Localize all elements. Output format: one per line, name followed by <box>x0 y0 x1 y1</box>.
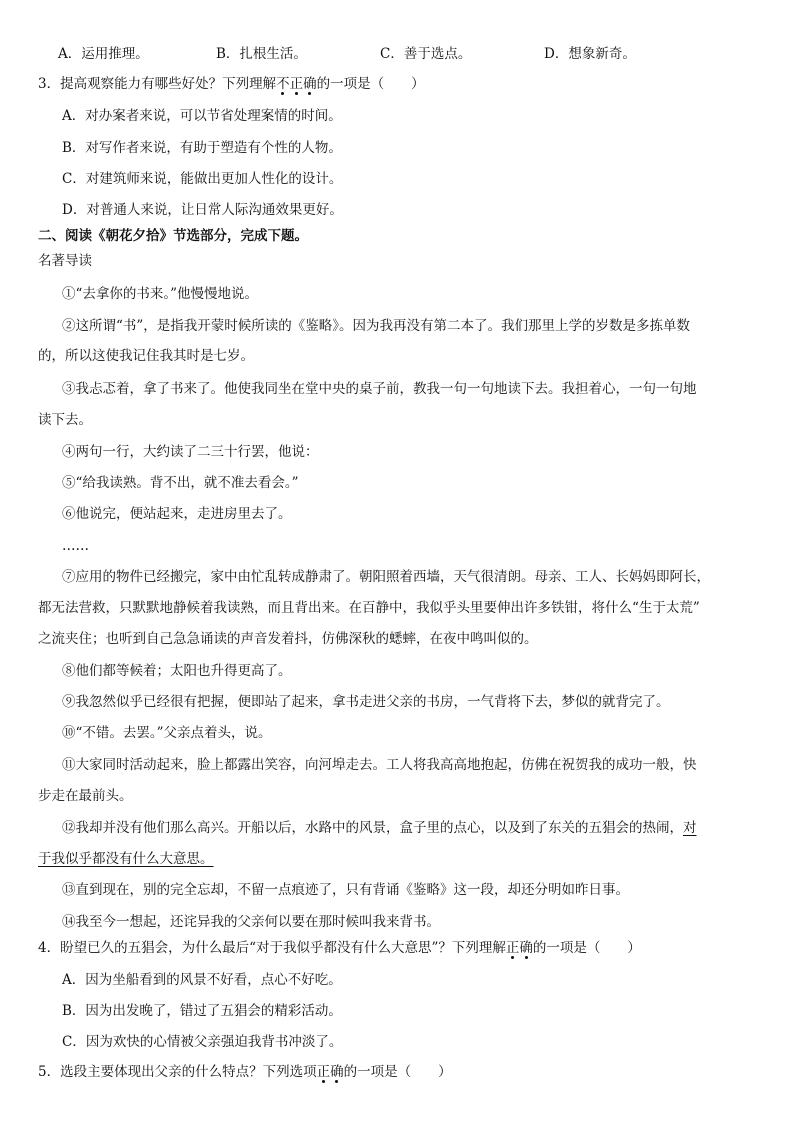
q5-stem-emphasis <box>317 1064 344 1080</box>
q4-stem-emphasis <box>506 940 533 956</box>
q3-option-c[interactable]: C．对建筑师来说，能做出更加人性化的设计。 <box>62 171 343 187</box>
passage-p11-line2: 步走在最前头。 <box>38 788 133 804</box>
passage-p12-text: ⑫我却并没有他们那么高兴。开船以后，水路中的风景，盒子里的点心，以及到了东关的五猖会的热闹， <box>62 820 683 836</box>
passage-p10: ⑩“不错。去罢。”父亲点着头，说。 <box>62 725 272 741</box>
q3-stem-post: 的一项是（ ） <box>316 76 425 92</box>
passage-p9: ⑨我忽然似乎已经很有把握，便即站了起来，拿书走进父亲的书房，一气背将下去，梦似的就背完了。 <box>62 694 670 710</box>
passage-p2-line2: 的，所以这使我记住我其时是七岁。 <box>38 348 254 364</box>
q3-option-b[interactable]: B．对写作者来说，有助于塑造有个性的人物。 <box>62 140 342 156</box>
passage-p12-line2 <box>38 849 754 869</box>
section-heading: 二、阅读《朝花夕拾》节选部分，完成下题。 <box>38 228 308 244</box>
passage-p8: ⑧他们都等候着；太阳也升得更高了。 <box>62 663 292 679</box>
emphasis-char: 确 <box>519 940 533 956</box>
q4-option-c[interactable]: C．因为欢快的心情被父亲强迫我背书冲淡了。 <box>62 1034 343 1050</box>
passage-p7-line1: ⑦应用的物件已经搬完，家中由忙乱转成静肃了。朝阳照着西墙，天气很清朗。母亲、工人、长妈妈即阿长， <box>62 569 710 585</box>
q3-option-d[interactable]: D．对普通人来说，让日常人际沟通效果更好。 <box>62 202 343 218</box>
q2-option-c[interactable]: C．善于选点。 <box>380 46 472 62</box>
q4-option-b[interactable]: B．因为出发晚了，错过了五猖会的精彩活动。 <box>62 1003 342 1019</box>
question-4-stem <box>38 938 754 958</box>
passage-ellipsis: …… <box>62 538 89 554</box>
passage-p7-line2: 都无法营救，只默默地静候着我读熟，而且背出来。在百静中，我似乎头里要伸出许多铁钳，将什么“生于太荒” <box>38 600 700 616</box>
q3-option-a[interactable]: A．对办案者来说，可以节省处理案情的时间。 <box>62 108 342 124</box>
q5-stem-pre: 5．选段主要体现出父亲的什么特点？下列选项 <box>38 1064 317 1080</box>
passage-p4: ④两句一行，大约读了二三十行罢，他说： <box>62 444 319 460</box>
q4-stem-pre: 4．盼望已久的五猖会，为什么最后“对于我似乎都没有什么大意思”？下列理解 <box>38 940 506 956</box>
emphasis-char: 不 <box>276 76 290 92</box>
emphasis-char: 正 <box>316 1064 331 1080</box>
passage-p3-line1: ③我忐忑着，拿了书来了。他使我同坐在堂中央的桌子前，教我一句一句地读下去。我担着心，一句一句地 <box>62 381 697 397</box>
emphasis-char: 正 <box>289 76 304 92</box>
question-5-stem <box>38 1062 754 1082</box>
passage-p12-line1 <box>62 818 754 838</box>
passage-p1: ①“去拿你的书来。”他慢慢地说。 <box>62 286 259 302</box>
passage-p6: ⑥他说完，便站起来，走进房里去了。 <box>62 506 292 522</box>
passage-p14: ⑭我至今一想起，还诧异我的父亲何以要在那时候叫我来背书。 <box>62 914 440 930</box>
emphasis-char: 确 <box>330 1064 344 1080</box>
section-subheading: 名著导读 <box>38 253 92 269</box>
passage-p13: ⑬直到现在，别的完全忘却，不留一点痕迹了，只有背诵《鉴略》这一段，却还分明如昨日事。 <box>62 882 629 898</box>
passage-p11-line1: ⑪大家同时活动起来，脸上都露出笑容，向河埠走去。工人将我高高地抱起，仿佛在祝贺我的成功一般，快 <box>62 757 697 773</box>
emphasis-char: 确 <box>303 76 317 92</box>
q2-option-d[interactable]: D．想象新奇。 <box>544 46 636 62</box>
q4-option-a[interactable]: A．因为坐船看到的风景不好看，点心不好吃。 <box>62 972 342 988</box>
passage-p2-line1: ②这所谓“书”，是指我开蒙时候所读的《鉴略》。因为我再没有第二本了。我们那里上学的岁数是多拣单数 <box>62 318 691 334</box>
q3-stem-pre: 3．提高观察能力有哪些好处？下列理解 <box>38 76 277 92</box>
q4-stem-post: 的一项是（ ） <box>532 940 641 956</box>
passage-p3-line2: 读下去。 <box>38 412 92 428</box>
question-3-stem <box>38 74 754 94</box>
q2-option-b[interactable]: B．扎根生活。 <box>216 46 307 62</box>
emphasis-char: 正 <box>505 940 520 956</box>
passage-p7-line3: 之流夹住；也听到自己急急诵读的声音发着抖，仿佛深秋的蟋蟀，在夜中鸣叫似的。 <box>38 631 538 647</box>
passage-p5: ⑤“给我读熟。背不出，就不准去看会。” <box>62 475 299 491</box>
q3-stem-emphasis <box>276 76 317 92</box>
passage-p12-underlined-sentence: 于我似乎都没有什么大意思。 <box>38 851 214 867</box>
passage-p12-underlined-start: 对 <box>683 820 697 836</box>
q5-stem-post: 的一项是（ ） <box>343 1064 452 1080</box>
q2-option-a[interactable]: A．运用推理。 <box>58 46 149 62</box>
